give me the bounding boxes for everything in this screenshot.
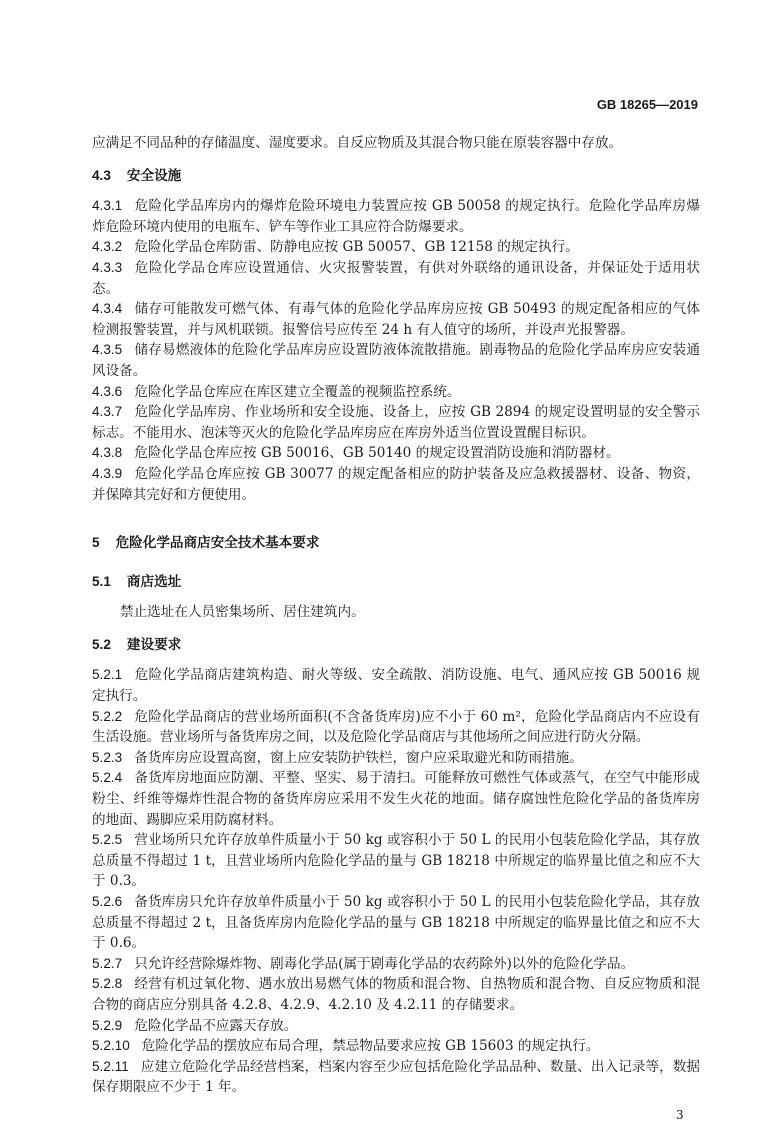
section-number: 5.2 [92,636,111,652]
clause-number: 5.2.3 [92,749,123,765]
clause-text: 储存易燃液体的危险化学品库房应设置防液体流散措施。剧毒物品的危险化学品库房应安装通风设备。 [92,342,700,379]
clause-number: 5.2.11 [92,1058,129,1074]
clause-text: 备货库房地面应防潮、平整、坚实、易于清扫。可能释放可燃性气体或蒸气，在空气中能形成粉尘、纤维等爆炸性混合物的备货库房应采用不发生火花的地面。储存腐蚀性危险化学品的备货库房的地面、踢脚应采用防腐材料。 [92,770,700,828]
clause-text: 危险化学品不应露天存放。 [134,1017,298,1034]
document-body [92,0,700,1098]
clause-number: 5.2.9 [92,1017,123,1033]
clause-5-2-9 [92,1016,700,1037]
clause-5-2-3 [92,748,700,769]
clause-number: 4.3.2 [92,239,123,255]
clause-number: 5.2.10 [92,1038,130,1054]
clause-4-3-4 [92,299,700,340]
clause-number: 4.3.3 [92,259,123,275]
clause-text: 危险化学品库房、作业场所和安全设施、设备上，应按 GB 2894 的规定设置明显的安全警示标志。不能用水、泡沫等灭火的危险化学品库房应在库房外适当位置设置醒目标识。 [92,404,700,441]
clause-4-3-2 [92,237,700,258]
clause-4-3-5 [92,340,700,381]
clause-5-2-6 [92,892,700,954]
section-number: 5.1 [92,573,111,589]
clause-text: 危险化学品库房内的爆炸危险环境电力装置应按 GB 50058 的规定执行。危险化学品库房爆炸危险环境内使用的电瓶车、铲车等作业工具应符合防爆要求。 [92,198,700,235]
clause-text: 只允许经营除爆炸物、剧毒化学品(属于剧毒化学品的农药除外)以外的危险化学品。 [134,955,635,972]
section-title: 安全设施 [126,167,182,184]
clause-text: 储存可能散发可燃气体、有毒气体的危险化学品库房应按 GB 50493 的规定配备相应的气体检测报警装置，并与风机联锁。报警信号应传至 24 h 有人值守的场所，并设声光报警器。 [92,301,700,338]
clause-5-2-10 [92,1036,700,1057]
clause-5-2-5 [92,830,700,892]
section-5-1-text: 禁止选址在人员密集场所、居住建筑内。 [120,604,365,621]
section-heading-4-3 [92,166,700,187]
section-number: 5 [92,535,100,551]
clause-text: 经营有机过氧化物、遇水放出易燃气体的物质和混合物、自热物质和混合物、自反应物质和混合物的商店应分别具备 4.2.8、4.2.9、4.2.10 及 4.2.11 的存储要求。 [92,976,700,1013]
clause-5-2-4 [92,768,700,830]
section-title: 商店选址 [126,573,182,590]
clause-text: 危险化学品的摆放应布局合理，禁忌物品要求应按 GB 15603 的规定执行。 [141,1038,600,1055]
section-heading-5-2 [92,635,700,656]
clause-5-2-11 [92,1057,700,1098]
clause-number: 4.3.7 [92,404,123,420]
clause-number: 4.3.6 [92,383,123,399]
clause-text: 备货库房只允许存放单件质量小于 50 kg 或容积小于 50 L 的民用小包装危险化学品，其存放总质量不得超过 2 t，且备货库房内危险化学品的量与 GB 18218 中所规定的临界量比值之和应不大于 0.6。 [92,894,700,952]
clause-4-3-3 [92,258,700,299]
section-title: 危险化学品商店安全技术基本要求 [115,535,320,552]
clause-number: 5.2.4 [92,770,123,786]
clause-4-3-7 [92,402,700,443]
clause-text: 危险化学品仓库应按 GB 30077 的规定配备相应的防护装备及应急救援器材、设备、物资，并保障其完好和方便使用。 [92,465,700,503]
page-number: 3 [676,1107,684,1122]
clause-number: 5.2.5 [92,832,123,848]
clause-4-3-1 [92,196,700,237]
clause-text: 营业场所只允许存放单件质量小于 50 kg 或容积小于 50 L 的民用小包装危险化学品，其存放总质量不得超过 1 t，且营业场所内危险化学品的量与 GB 18218 中所规定的临界量比值之和应不大于 0.3。 [92,832,700,890]
section-number: 4.3 [92,167,111,183]
section-heading-5 [92,533,700,554]
clause-4-3-9 [92,464,700,505]
clause-4-3-6 [92,382,700,403]
clause-number: 5.2.2 [92,708,123,724]
clause-text: 危险化学品仓库应按 GB 50016、GB 50140 的规定设置消防设施和消防器材。 [134,445,620,462]
standard-code-header: GB 18265—2019 [596,97,698,112]
clause-number: 5.2.7 [92,955,123,971]
clause-4-3-8 [92,443,700,464]
clause-5-2-2 [92,707,700,748]
clause-number: 4.3.1 [92,198,123,214]
clause-5-2-7 [92,954,700,975]
clause-number: 5.2.6 [92,894,123,909]
clause-text: 危险化学品仓库应在库区建立全覆盖的视频监控系统。 [134,383,461,400]
section-title: 建设要求 [126,636,182,653]
clause-number: 4.3.8 [92,445,123,461]
section-heading-5-1 [92,572,700,593]
clause-text: 危险化学品商店的营业场所面积(不含备货库房)应不小于 60 m²，危险化学品商店内不应设有生活设施。营业场所与备货库房之间，以及危险化学品商店与其他场所之间应进行防火分隔。 [92,708,700,746]
clause-5-2-8 [92,974,700,1015]
clause-text: 危险化学品商店建筑构造、耐火等级、安全疏散、消防设施、电气、通风应按 GB 50016 规定执行。 [92,667,700,705]
clause-text: 应建立危险化学品经营档案，档案内容至少应包括危险化学品品种、数量、出入记录等，数据保存期限应不少于 1 年。 [92,1058,700,1096]
clause-number: 4.3.4 [92,301,123,317]
clause-text: 备货库房应设置高窗，窗上应安装防护铁栏，窗户应采取避光和防雨措施。 [134,749,583,766]
continuation-paragraph: 应满足不同品种的存储温度、湿度要求。自反应物质及其混合物只能在原装容器中存放。 [92,135,623,151]
clause-text: 危险化学品仓库防雷、防静电应按 GB 50057、GB 12158 的规定执行。 [134,239,579,256]
clause-number: 4.3.5 [92,342,123,358]
clause-number: 5.2.8 [92,976,123,992]
clause-text: 危险化学品仓库应设置通信、火灾报警装置，有供对外联络的通讯设备，并保证处于适用状态。 [92,259,700,297]
clause-number: 5.2.1 [92,667,123,683]
clause-5-2-1 [92,665,700,706]
clause-number: 4.3.9 [92,465,123,481]
